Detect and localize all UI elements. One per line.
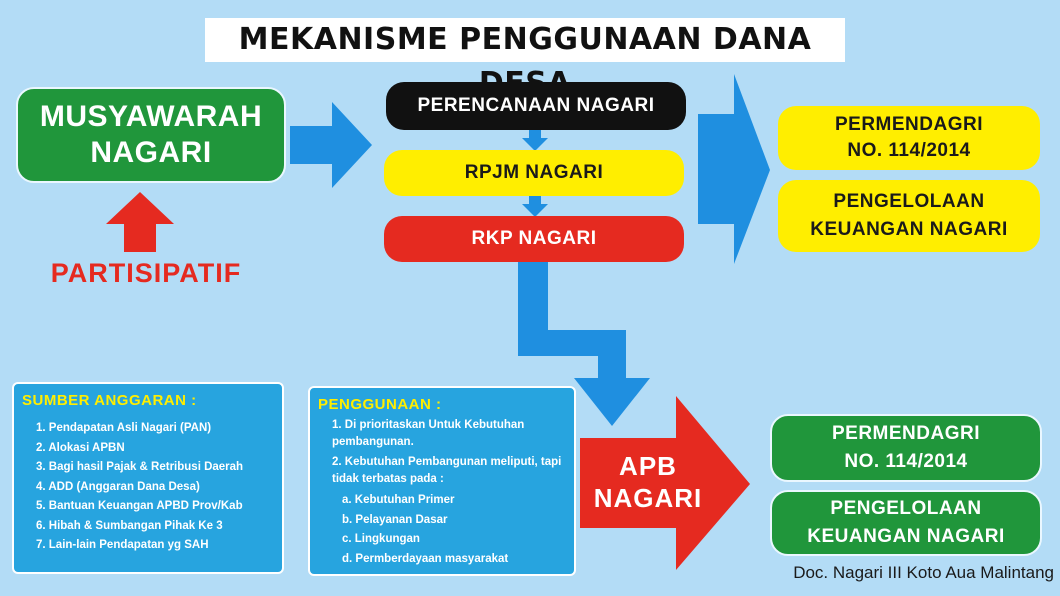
sumber-anggaran-title: SUMBER ANGGARAN : xyxy=(22,392,197,409)
pengelolaan-bottom-line2: KEUANGAN NAGARI xyxy=(807,526,1005,547)
perencanaan-nagari-box: PERENCANAAN NAGARI xyxy=(386,82,686,130)
sumber-anggaran-panel xyxy=(12,382,284,574)
rpjm-nagari-box: RPJM NAGARI xyxy=(384,150,684,196)
penggunaan-title: PENGGUNAAN : xyxy=(318,396,442,413)
permendagri-bottom-box xyxy=(770,414,1042,482)
rkp-nagari-box: RKP NAGARI xyxy=(384,216,684,262)
apb-line1: APB xyxy=(619,451,677,481)
list-item: d. Permberdayaan masyarakat xyxy=(342,552,509,565)
sumber-anggaran-list xyxy=(22,419,274,556)
pengelolaan-top-line2: KEUANGAN NAGARI xyxy=(810,219,1008,240)
page-title: MEKANISME PENGGUNAAN DANA xyxy=(205,18,845,62)
partisipatif-label: PARTISIPATIF xyxy=(50,258,242,288)
permendagri-top-box xyxy=(778,106,1040,170)
musyawarah-nagari-box xyxy=(16,87,286,183)
list-item: 1. Pendapatan Asli Nagari (PAN) xyxy=(36,422,212,434)
permendagri-top-line2: NO. 114/2014 xyxy=(847,140,971,161)
permendagri-top-line1: PERMENDAGRI xyxy=(834,114,983,135)
arrow-right-permendagri-top xyxy=(698,74,772,266)
list-item: 3. Bagi hasil Pajak & Retribusi Daerah xyxy=(36,461,244,473)
list-item: 4. ADD (Anggaran Dana Desa) xyxy=(36,480,200,493)
list-item: c. Lingkungan xyxy=(342,533,420,545)
pengelolaan-bottom-box xyxy=(770,490,1042,556)
list-item: b. Pelayanan Dasar xyxy=(342,513,448,526)
apb-line2: NAGARI xyxy=(593,483,703,513)
list-item: a. Kebutuhan Primer xyxy=(342,494,455,506)
musyawarah-line2: NAGARI xyxy=(90,136,212,169)
pengelolaan-bottom-line1: PENGELOLAAN xyxy=(830,498,982,519)
arrow-down-rpjm-rkp xyxy=(522,194,548,218)
list-item: 1. Di prioritaskan Untuk Kebutuhan pembangunan. xyxy=(332,419,525,448)
penggunaan-list xyxy=(318,417,566,569)
pengelolaan-top-box xyxy=(778,180,1040,252)
arrow-right-musyawarah xyxy=(290,100,374,190)
arrow-up-partisipatif xyxy=(106,192,176,254)
list-item: 7. Lain-lain Pendapatan yg SAH xyxy=(36,539,209,551)
permendagri-bottom-line1: PERMENDAGRI xyxy=(831,423,980,444)
list-item: 5. Bantuan Keuangan APBD Prov/Kab xyxy=(36,500,243,512)
musyawarah-line1: MUSYAWARAH xyxy=(39,100,263,133)
arrow-down-perencanaan-rpjm xyxy=(522,128,548,152)
apb-nagari-label xyxy=(588,450,708,520)
list-item: 2. Kebutuhan Pembangunan meliputi, tapi tidak terbatas pada : xyxy=(332,456,562,485)
permendagri-bottom-line2: NO. 114/2014 xyxy=(844,451,968,472)
list-item: 2. Alokasi APBN xyxy=(36,441,125,454)
credit-caption: Doc. Nagari III Koto Aua Malintang xyxy=(793,563,1054,582)
pengelolaan-top-line1: PENGELOLAAN xyxy=(833,191,985,212)
list-item: 6. Hibah & Sumbangan Pihak Ke 3 xyxy=(36,519,223,532)
penggunaan-panel xyxy=(308,386,576,576)
